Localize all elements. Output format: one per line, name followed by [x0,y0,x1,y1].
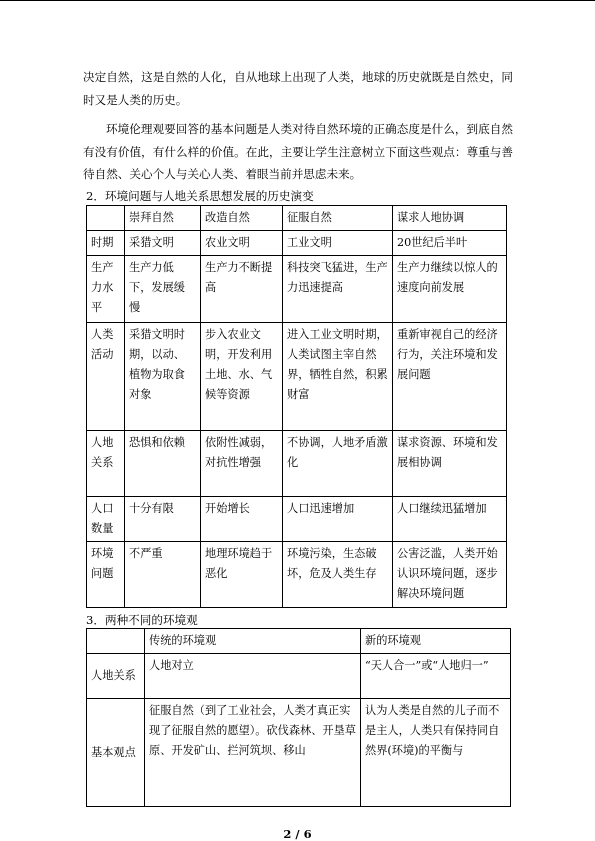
row-label: 人地关系 [87,431,125,497]
table-cell: 生产力继续以惊人的速度向前发展 [393,256,507,323]
table-row [87,654,511,699]
table-cell: 采猎文明 [125,231,201,256]
table-row [87,431,507,497]
table-cell: 谋求资源、环境和发展相协调 [393,431,507,497]
table-cell: 人口迅速增加 [283,497,393,542]
table-row [87,323,507,431]
table-cell: 十分有限 [125,497,201,542]
header-rule [0,0,595,1]
header-cell: 征服自然 [283,206,393,231]
table-row [87,699,511,807]
table-cell: 地理环境趋于恶化 [201,542,283,608]
table-cell: 重新审视自己的经济行为，关注环境和发展问题 [393,323,507,431]
table-cell: 科技突飞猛进，生产力迅速提高 [283,256,393,323]
section-2-heading: 2．环境问题与人地关系思想发展的历史演变 [86,189,314,203]
row-label: 人口数量 [87,497,125,542]
row-label: 人地关系 [87,654,145,699]
table-cell: 征服自然（到了工业社会，人类才真正实现了征服自然的愿望）。砍伐森林、开垦草原、开发矿山、拦河筑坝、移山 [145,699,361,807]
table-header-row [87,629,511,654]
header-cell: 传统的环境观 [145,629,361,654]
row-label: 生产力水平 [87,256,125,323]
table-cell: 工业文明 [283,231,393,256]
table-cell: 人地对立 [145,654,361,699]
row-label: 人类活动 [87,323,125,431]
table-cell: 生产力不断提高 [201,256,283,323]
table-cell: 环境污染，生态破坏，危及人类生存 [283,542,393,608]
table-row [87,256,507,323]
table-header-row [87,206,507,231]
table-cell: 人口继续迅猛增加 [393,497,507,542]
table-row [87,542,507,608]
table-cell: 依附性减弱，对抗性增强 [201,431,283,497]
table-cell: 进入工业文明时期，人类试图主宰自然界，牺牲自然，积累财富 [283,323,393,431]
table-cell: 不严重 [125,542,201,608]
row-label: 环境问题 [87,542,125,608]
table-cell: 步入农业文明，开发利用土地、水、气候等资源 [201,323,283,431]
table-cell: 采猎文明时期，以动、植物为取食对象 [125,323,201,431]
page-number: 2 / 6 [283,827,312,841]
row-label: 时期 [87,231,125,256]
table-row [87,231,507,256]
table-cell: 生产力低下，发展缓慢 [125,256,201,323]
history-evolution-table [86,205,507,608]
table-cell: 20世纪后半叶 [393,231,507,256]
table-cell: “天人合一”或“人地归一” [361,654,511,699]
table-cell: 认为人类是自然的儿子而不是主人，人类只有保持同自然界(环境)的平衡与 [361,699,511,807]
header-cell [87,629,145,654]
table-cell: 农业文明 [201,231,283,256]
header-cell: 新的环境观 [361,629,511,654]
table-cell: 不协调，人地矛盾激化 [283,431,393,497]
header-cell: 改造自然 [201,206,283,231]
header-cell [87,206,125,231]
table-cell: 公害泛滥，人类开始认识环境问题，逐步解决环境问题 [393,542,507,608]
table-cell: 恐惧和依赖 [125,431,201,497]
paragraph-1: 决定自然，这是自然的人化，自从地球上出现了人类，地球的历史就既是自然史，同时又是人类的历史。 [83,70,513,107]
table-row [87,497,507,542]
header-cell: 谋求人地协调 [393,206,507,231]
environment-view-table [86,628,511,807]
header-cell: 崇拜自然 [125,206,201,231]
paragraph-2: 环境伦理观要回答的基本问题是人类对待自然环境的正确态度是什么，到底自然有没有价值，有什么样的价值。在此，主要让学生注意树立下面这些观点：尊重与善待自然、关心个人与关心人类、着眼当前并思虑未来。 [83,122,513,181]
table-cell: 开始增长 [201,497,283,542]
section-3-heading: 3．两种不同的环境观 [86,613,198,627]
row-label: 基本观点 [87,699,145,807]
